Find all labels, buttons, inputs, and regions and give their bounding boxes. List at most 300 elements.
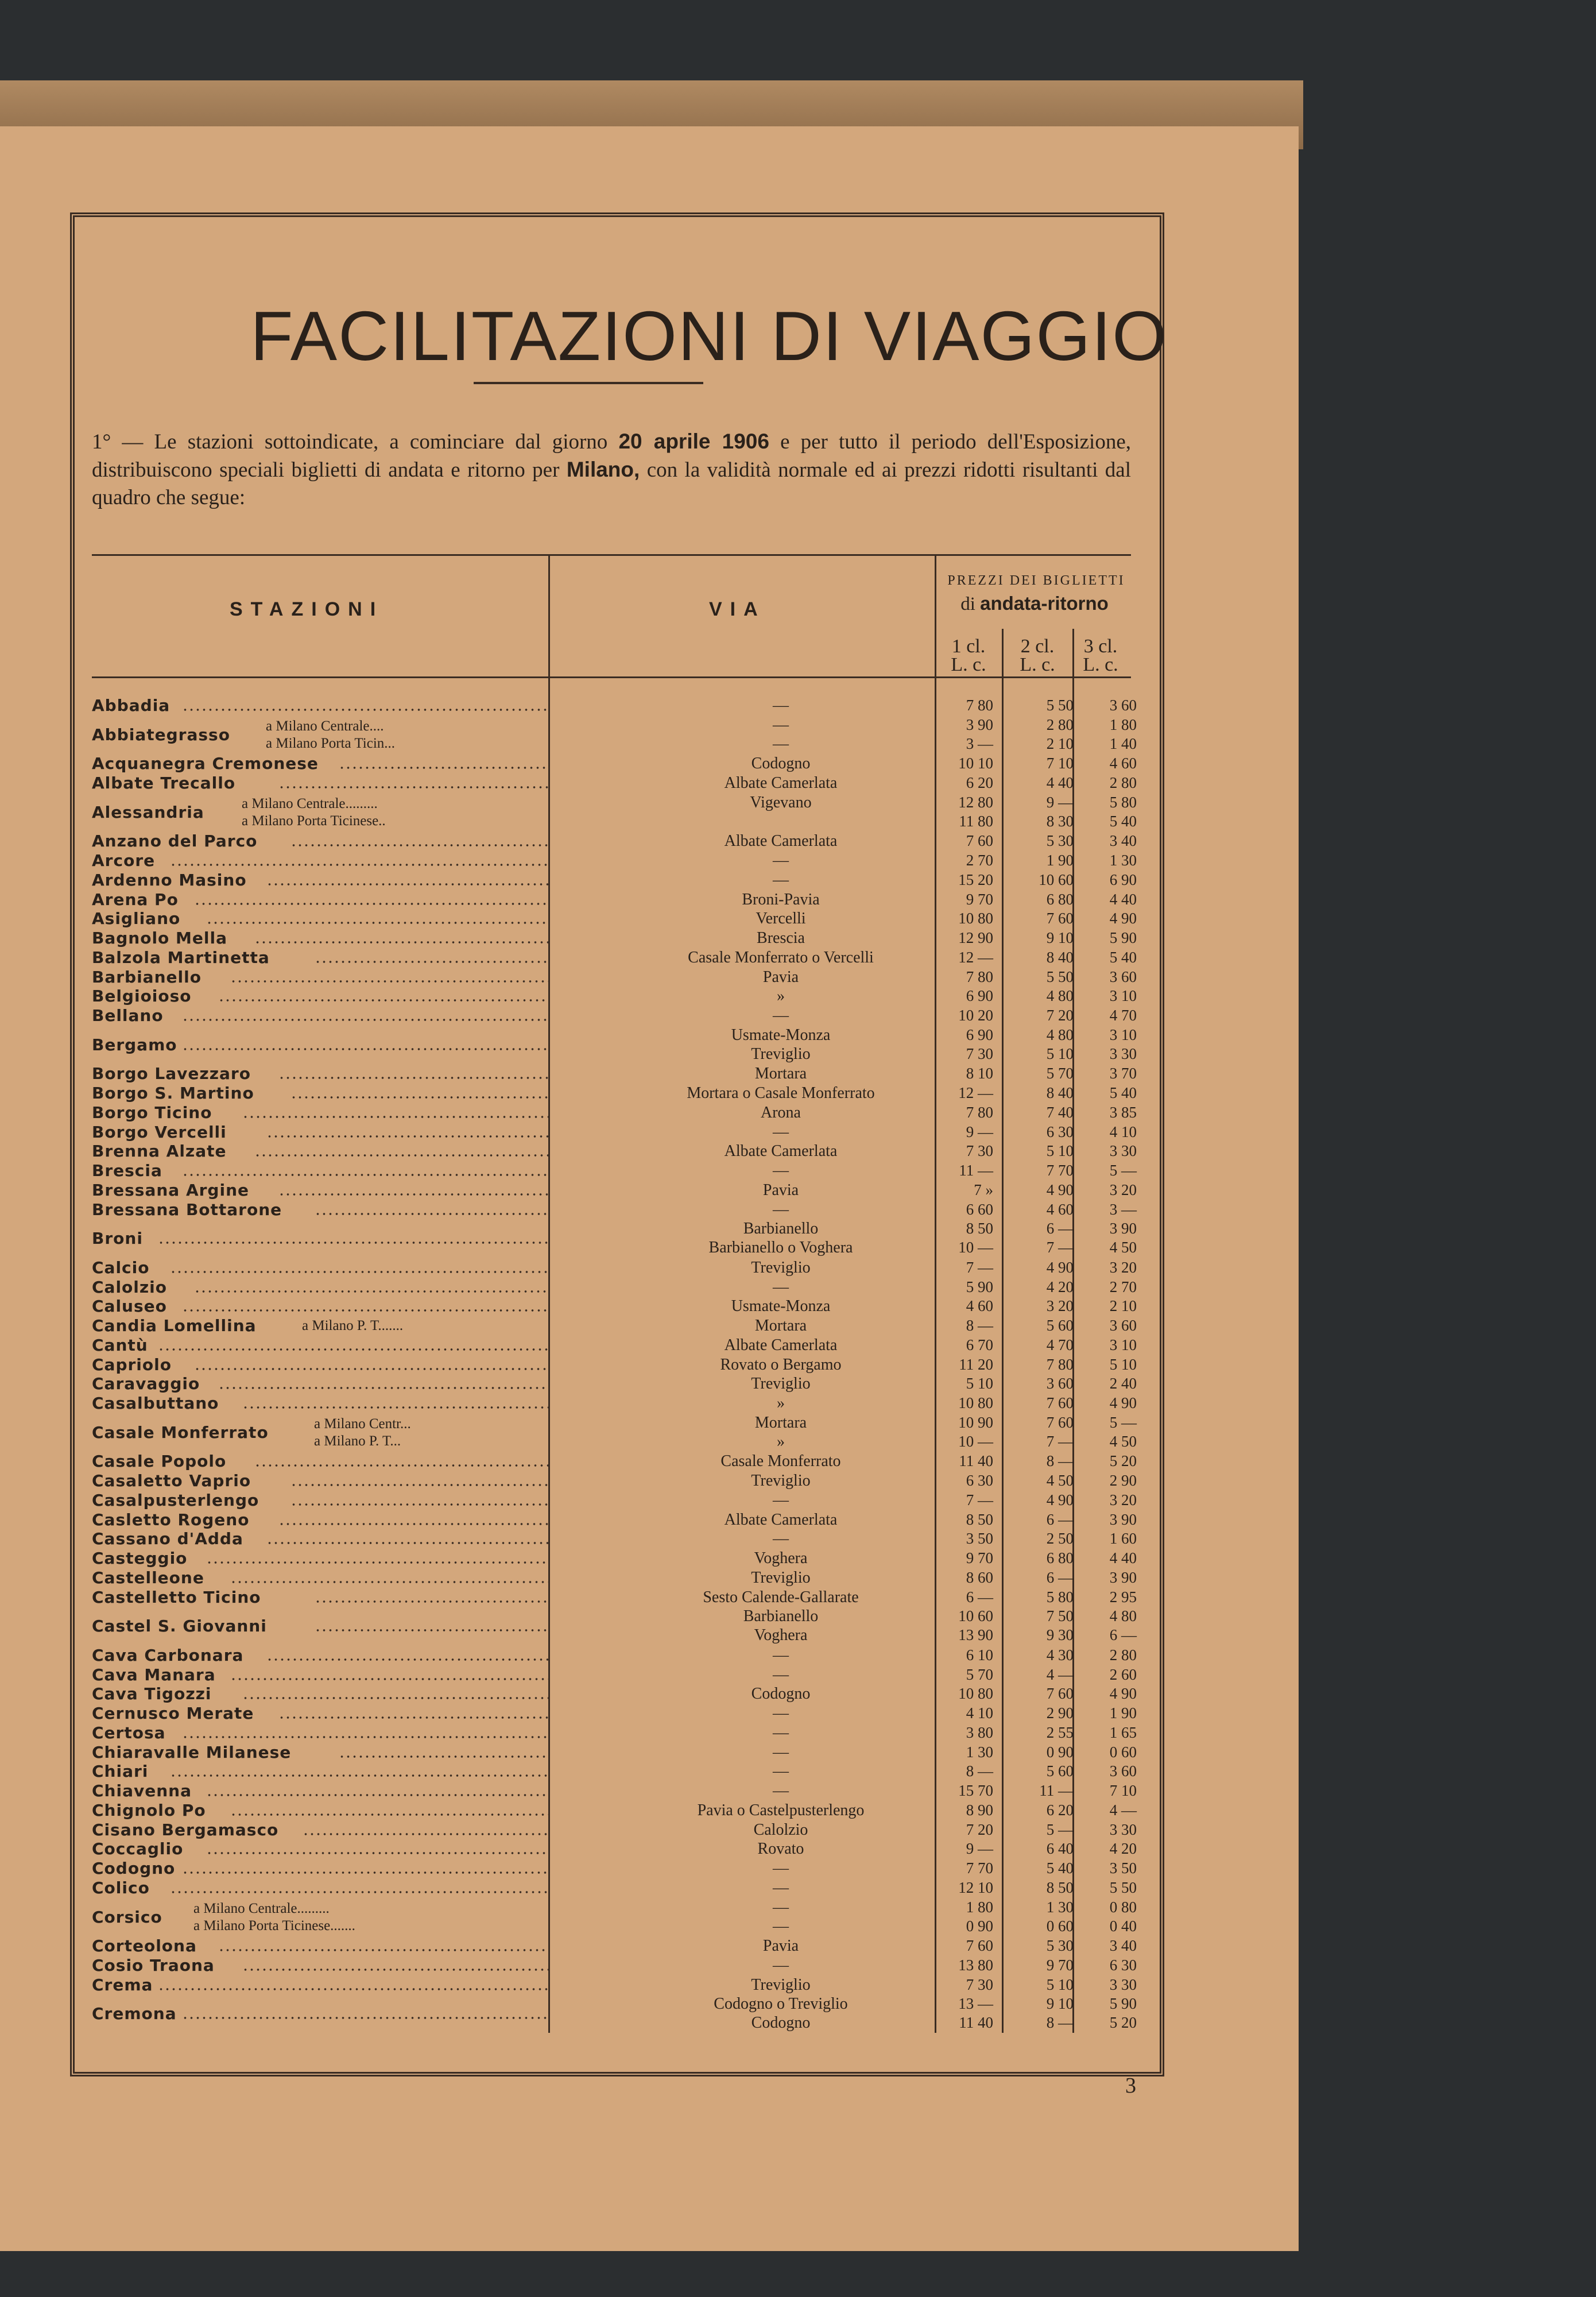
station-name: Calcio <box>92 1258 150 1277</box>
price-class-3: 4 20 <box>1109 1840 1137 1858</box>
price-class-3: 3 60 <box>1109 968 1137 985</box>
destination-line: a Milano Centrale......... <box>242 795 378 811</box>
table-row <box>92 1297 1137 1316</box>
via-route: — <box>773 852 789 869</box>
price-class-1: 7 80 <box>966 697 993 714</box>
station-cell <box>92 1646 551 1665</box>
price-class-2: 5 10 <box>1046 1142 1074 1160</box>
price-class-1: 8 50 <box>966 1220 993 1238</box>
station-name: Albate Trecallo <box>92 774 236 792</box>
price-class-2: 7 40 <box>1046 1103 1074 1121</box>
price-class-2: 2 10 <box>1046 734 1074 752</box>
table-row <box>92 1103 1137 1123</box>
station-cell <box>92 851 551 871</box>
price-class-2: 5 40 <box>1046 1859 1074 1877</box>
leader-dots <box>315 1200 549 1217</box>
via-route: Rovato o Bergamo <box>720 1355 842 1374</box>
price-class-1: 7 80 <box>966 1103 993 1121</box>
station-name: Cava Carbonara <box>92 1645 244 1665</box>
price-class-3: 4 80 <box>1109 1607 1137 1625</box>
station-cell <box>92 1878 551 1898</box>
price-class-3: 2 90 <box>1109 1472 1137 1489</box>
via-route: Casale Monferrato o Vercelli <box>688 948 874 966</box>
price-class-3: 3 30 <box>1109 1142 1137 1160</box>
station-name: Anzano del Parco <box>92 832 258 851</box>
table-row <box>92 1975 1137 1995</box>
via-route: » <box>777 1432 785 1451</box>
station-cell <box>92 987 551 1006</box>
price-class-2: 7 60 <box>1046 1394 1074 1412</box>
price-class-1: 4 10 <box>966 1704 993 1722</box>
price-class-2: 8 40 <box>1046 948 1074 966</box>
via-route: Mortara o Casale Monferrato <box>687 1084 875 1102</box>
station-cell <box>92 1297 551 1316</box>
table-row <box>92 1587 1137 1607</box>
leader-dots <box>315 1617 549 1634</box>
station-name: Casalpusterlengo <box>92 1490 259 1510</box>
station-name: Bressana Bottarone <box>92 1200 282 1219</box>
price-class-3: 1 90 <box>1109 1704 1137 1722</box>
table-row <box>92 1161 1137 1181</box>
price-class-3: 2 80 <box>1109 1646 1137 1664</box>
price-class-2: 10 60 <box>1039 871 1074 888</box>
price-class-3: 4 90 <box>1109 910 1137 927</box>
price-class-3: 2 80 <box>1109 774 1137 791</box>
station-cell <box>92 1471 551 1491</box>
station-name: Caluseo <box>92 1297 167 1316</box>
station-cell <box>92 754 551 774</box>
price-class-3: 3 70 <box>1109 1065 1137 1082</box>
price-class-3: 3 40 <box>1109 832 1137 850</box>
table-row <box>92 890 1137 910</box>
via-route: Vigevano <box>750 793 812 811</box>
price-class-3: 5 90 <box>1109 929 1137 946</box>
station-cell <box>92 716 551 755</box>
station-name: Casale Popolo <box>92 1452 227 1471</box>
price-class-1: 10 10 <box>958 755 993 772</box>
price-class-2: 5 70 <box>1046 1065 1074 1082</box>
price-class-1: 1 30 <box>966 1743 993 1761</box>
via-route: Voghera <box>754 1626 808 1645</box>
station-cell <box>92 871 551 890</box>
price-class-2: 6 80 <box>1046 1549 1074 1567</box>
via-route: Arona <box>761 1103 801 1122</box>
title-text: FACILITAZIONI DI VIAGGIO <box>250 297 1168 375</box>
table-row <box>92 1471 1137 1491</box>
via-route: Albate Camerlata <box>724 1510 838 1529</box>
station-cell <box>92 1200 551 1220</box>
price-class-3: 1 30 <box>1109 852 1137 869</box>
via-route: Mortara <box>754 1413 807 1432</box>
station-name: Borgo Vercelli <box>92 1122 227 1142</box>
via-route: — <box>773 697 789 714</box>
station-name: Caravaggio <box>92 1374 200 1394</box>
leader-dots <box>278 1064 549 1081</box>
price-class-1: 3 90 <box>966 716 993 733</box>
table-row <box>92 870 1137 890</box>
station-name: Corteolona <box>92 1936 197 1955</box>
price-class-2: 5 30 <box>1046 832 1074 850</box>
price-class-3: 5 10 <box>1109 1355 1137 1373</box>
price-class-3: 3 90 <box>1109 1510 1137 1528</box>
via-route: — <box>773 1007 789 1024</box>
leader-dots <box>266 1529 549 1546</box>
station-cell <box>92 1607 551 1646</box>
table-row <box>92 696 1137 716</box>
via-route: » <box>777 987 785 1006</box>
price-class-2: 6 80 <box>1046 890 1074 908</box>
leader-dots <box>266 1123 549 1140</box>
class-3-unit: L. c. <box>1083 654 1118 675</box>
via-route: — <box>773 1123 789 1141</box>
intro-text-3: con la validità normale ed ai prezzi ridotti risultanti dal quadro che segue: <box>92 458 1131 509</box>
leader-dots <box>339 754 549 771</box>
station-cell <box>92 890 551 910</box>
leader-dots <box>315 1588 549 1605</box>
leader-dots <box>170 1258 549 1275</box>
header-class-3 <box>1069 637 1132 674</box>
price-class-2: 1 30 <box>1046 1898 1074 1916</box>
class-3-label: 3 cl. <box>1083 636 1118 657</box>
station-cell <box>92 696 551 716</box>
table-row <box>92 1936 1137 1956</box>
via-route: Barbianello <box>743 1607 819 1626</box>
station-name: Barbianello <box>92 967 202 987</box>
price-class-2: 4 20 <box>1046 1278 1074 1296</box>
price-class-3: 4 40 <box>1109 890 1137 908</box>
price-class-1: 7 20 <box>966 1820 993 1838</box>
station-name: Cava Tigozzi <box>92 1684 212 1704</box>
price-class-2: 6 — <box>1046 1568 1074 1586</box>
price-class-1: 9 — <box>966 1840 993 1858</box>
price-class-2: 5 — <box>1046 1820 1074 1838</box>
price-class-3: 3 30 <box>1109 1820 1137 1838</box>
price-class-2: 7 50 <box>1046 1607 1074 1625</box>
price-class-2: 0 60 <box>1046 1917 1074 1935</box>
price-class-1: 8 — <box>966 1317 993 1334</box>
destination-line: a Milano Centrale......... <box>193 1900 330 1916</box>
leader-dots <box>182 1723 549 1741</box>
price-class-1: 13 — <box>958 1995 993 2013</box>
station-cell <box>92 1859 551 1878</box>
via-route: Pavia <box>762 1181 799 1199</box>
table-row <box>92 1219 1137 1258</box>
price-class-1: 6 20 <box>966 774 993 791</box>
title-rule <box>474 382 703 384</box>
price-class-2: 2 90 <box>1046 1704 1074 1722</box>
price-class-2: 4 — <box>1046 1665 1074 1683</box>
price-class-2: 2 55 <box>1046 1723 1074 1741</box>
price-class-1: 3 50 <box>966 1530 993 1548</box>
price-class-2: 7 60 <box>1046 910 1074 927</box>
via-route: — <box>773 1917 789 1935</box>
header-andata-ritorno-label: andata-ritorno <box>980 593 1109 614</box>
station-name: Casaletto Vaprio <box>92 1471 251 1490</box>
price-class-3: 2 60 <box>1109 1665 1137 1683</box>
leader-dots <box>170 1762 549 1779</box>
price-class-2: 5 60 <box>1046 1317 1074 1334</box>
via-route: — <box>773 1530 789 1548</box>
price-class-2: 5 80 <box>1046 1588 1074 1606</box>
station-cell <box>92 968 551 987</box>
station-cell <box>92 1801 551 1820</box>
price-class-2: 7 — <box>1046 1432 1074 1450</box>
price-class-1: 7 30 <box>966 1142 993 1160</box>
stations-table <box>92 696 1137 2033</box>
price-class-2: 6 40 <box>1046 1840 1074 1858</box>
leader-dots <box>182 1006 549 1023</box>
page-title <box>0 296 1596 376</box>
via-route: — <box>773 1743 789 1761</box>
table-row <box>92 716 1137 755</box>
station-name: Casale Monferrato <box>92 1422 269 1442</box>
price-class-1: 11 40 <box>959 2014 993 2032</box>
via-route: Treviglio <box>751 1975 811 1994</box>
table-row <box>92 1006 1137 1026</box>
price-class-2: 5 50 <box>1046 968 1074 985</box>
table-row <box>92 1800 1137 1820</box>
leader-dots <box>266 1646 549 1663</box>
station-cell <box>92 1161 551 1181</box>
leader-dots <box>194 1278 549 1295</box>
price-class-1: 6 70 <box>966 1336 993 1354</box>
price-class-1: 8 90 <box>966 1801 993 1819</box>
leader-dots <box>206 1839 549 1857</box>
station-name: Cantù <box>92 1335 148 1355</box>
via-route: Mortara <box>754 1317 807 1335</box>
price-class-2: 8 40 <box>1046 1084 1074 1101</box>
station-name: Belgioioso <box>92 987 192 1006</box>
station-cell <box>92 1665 551 1685</box>
price-class-3: 4 60 <box>1109 755 1137 772</box>
leader-dots <box>170 851 549 868</box>
via-route: — <box>773 1762 789 1781</box>
via-route: — <box>773 716 789 734</box>
price-class-1: 7 80 <box>966 968 993 985</box>
station-name: Certosa <box>92 1723 166 1742</box>
price-class-3: 1 65 <box>1109 1723 1137 1741</box>
table-row <box>92 1142 1137 1161</box>
price-class-3: 1 80 <box>1109 716 1137 733</box>
via-route: — <box>773 871 789 889</box>
price-class-2: 4 80 <box>1046 987 1074 1005</box>
station-cell <box>92 1084 551 1103</box>
price-class-1: 6 60 <box>966 1200 993 1218</box>
price-class-3: 0 80 <box>1109 1898 1137 1916</box>
station-name: Bergamo <box>92 1035 177 1054</box>
price-class-2: 6 30 <box>1046 1123 1074 1140</box>
via-route: — <box>773 1646 789 1664</box>
price-class-3: 4 70 <box>1109 1007 1137 1024</box>
via-route: Treviglio <box>751 1568 811 1587</box>
price-class-3: 3 60 <box>1109 697 1137 714</box>
price-class-2: 6 — <box>1046 1510 1074 1528</box>
station-cell <box>92 1820 551 1840</box>
price-class-1: 6 10 <box>966 1646 993 1664</box>
price-class-1: 10 20 <box>958 1007 993 1024</box>
via-route: — <box>773 1665 789 1684</box>
table-row <box>92 1859 1137 1878</box>
station-name: Chignolo Po <box>92 1800 206 1820</box>
station-cell <box>92 1452 551 1471</box>
price-class-3: 3 30 <box>1109 1975 1137 1993</box>
station-cell <box>92 1336 551 1355</box>
price-class-1: 10 80 <box>958 910 993 927</box>
price-class-2: 7 20 <box>1046 1007 1074 1024</box>
via-route: — <box>773 1723 789 1742</box>
leader-dots <box>278 1510 549 1528</box>
leader-dots <box>182 1035 549 1053</box>
leader-dots <box>158 1336 549 1353</box>
station-cell <box>92 1491 551 1510</box>
station-cell <box>92 948 551 968</box>
via-route: » <box>777 1394 785 1412</box>
leader-dots <box>206 909 549 926</box>
class-1-label: 1 cl. <box>951 636 986 657</box>
via-route: Pavia o Castelpusterlengo <box>697 1801 865 1819</box>
station-name: Calolzio <box>92 1277 168 1297</box>
station-cell <box>92 1568 551 1588</box>
via-route: Codogno <box>751 2014 811 2032</box>
station-cell <box>92 1219 551 1258</box>
header-stazioni: STAZIONI <box>230 598 384 620</box>
price-class-2: 7 80 <box>1046 1355 1074 1373</box>
table-row <box>92 1394 1137 1413</box>
via-route: — <box>773 1859 789 1877</box>
price-class-1: 10 60 <box>958 1607 993 1625</box>
price-class-2: 5 60 <box>1046 1762 1074 1780</box>
table-row <box>92 1839 1137 1859</box>
price-class-1: 8 60 <box>966 1568 993 1586</box>
station-name: Chiari <box>92 1762 149 1781</box>
leader-dots <box>230 968 549 985</box>
price-class-3: 7 10 <box>1109 1782 1137 1799</box>
station-name: Capriolo <box>92 1355 172 1374</box>
price-class-2: 6 — <box>1046 1220 1074 1238</box>
via-route: — <box>773 1162 789 1180</box>
table-row <box>92 1645 1137 1665</box>
price-class-2: 7 70 <box>1046 1162 1074 1179</box>
table-row <box>92 1355 1137 1375</box>
station-cell <box>92 1123 551 1142</box>
station-name: Brenna Alzate <box>92 1142 227 1161</box>
leader-dots <box>290 1084 549 1101</box>
price-class-1: 8 — <box>966 1762 993 1780</box>
station-name: Casletto Rogeno <box>92 1510 250 1529</box>
price-class-1: 11 80 <box>959 812 993 830</box>
station-cell <box>92 1142 551 1161</box>
leader-dots <box>218 1374 549 1391</box>
leader-dots <box>290 1471 549 1488</box>
via-route: Usmate-Monza <box>731 1026 831 1044</box>
price-class-3: 5 90 <box>1109 1995 1137 2013</box>
table-row <box>92 1762 1137 1781</box>
price-class-1: 10 80 <box>958 1685 993 1703</box>
price-class-1: 9 70 <box>966 890 993 908</box>
table-row <box>92 1026 1137 1065</box>
station-cell <box>92 1684 551 1704</box>
leader-dots <box>278 1181 549 1198</box>
station-name: Chiaravalle Milanese <box>92 1742 292 1762</box>
table-row <box>92 1607 1137 1646</box>
via-route: — <box>773 1200 789 1219</box>
price-class-3: 3 90 <box>1109 1220 1137 1238</box>
price-class-2: 1 90 <box>1046 852 1074 869</box>
leader-dots <box>254 1142 549 1159</box>
via-route: Broni-Pavia <box>742 890 820 908</box>
table-row <box>92 1180 1137 1200</box>
via-route: Treviglio <box>751 1375 811 1393</box>
table-row <box>92 1665 1137 1685</box>
station-name: Casteggio <box>92 1549 188 1568</box>
price-class-3: 5 80 <box>1109 793 1137 811</box>
via-route: Albate Camerlata <box>724 1142 838 1161</box>
price-class-3: 3 20 <box>1109 1258 1137 1276</box>
table-row <box>92 1568 1137 1588</box>
table-row <box>92 1200 1137 1220</box>
via-route: Albate Camerlata <box>724 774 838 792</box>
price-class-2: 4 90 <box>1046 1491 1074 1509</box>
price-class-1: 11 — <box>959 1162 993 1179</box>
price-class-3: 3 20 <box>1109 1181 1137 1198</box>
price-class-1: 7 30 <box>966 1045 993 1062</box>
intro-date: 20 aprile 1906 <box>618 430 769 453</box>
price-class-3: 3 20 <box>1109 1491 1137 1509</box>
table-row <box>92 1704 1137 1723</box>
price-class-2: 4 90 <box>1046 1258 1074 1276</box>
price-class-3: 3 10 <box>1109 1336 1137 1354</box>
via-route: — <box>773 1878 789 1897</box>
table-row <box>92 929 1137 948</box>
station-name: Colico <box>92 1878 150 1897</box>
price-class-1: 5 70 <box>966 1665 993 1683</box>
destination-line: a Milano P. T... <box>314 1433 401 1449</box>
via-route: — <box>773 1956 789 1974</box>
table-row <box>92 967 1137 987</box>
price-class-2: 7 60 <box>1046 1413 1074 1431</box>
via-route: Albate Camerlata <box>724 832 838 850</box>
via-route: Codogno <box>751 755 811 773</box>
station-name: Broni <box>92 1229 143 1248</box>
station-name: Arena Po <box>92 890 179 909</box>
table-row <box>92 851 1137 871</box>
header-via: VIA <box>709 598 766 620</box>
station-cell <box>92 929 551 948</box>
leader-dots <box>290 1491 549 1508</box>
table-row <box>92 1742 1137 1762</box>
table-row <box>92 1994 1137 2033</box>
table-row <box>92 1549 1137 1568</box>
station-name: Castelletto Ticino <box>92 1587 261 1607</box>
station-cell <box>92 1181 551 1200</box>
price-class-3: 3 10 <box>1109 987 1137 1005</box>
leader-dots <box>303 1820 549 1838</box>
price-class-1: 15 70 <box>958 1782 993 1799</box>
price-class-3: 2 70 <box>1109 1278 1137 1296</box>
station-cell <box>92 832 551 851</box>
table-row <box>92 1374 1137 1394</box>
station-name: Corsico <box>92 1907 162 1927</box>
price-class-1: 12 90 <box>958 929 993 946</box>
via-route: Brescia <box>757 929 805 947</box>
destination-line: a Milano Porta Ticinese.. <box>242 813 386 829</box>
via-route: Codogno <box>751 1685 811 1703</box>
price-class-2: 4 50 <box>1046 1472 1074 1489</box>
price-class-3: 3 60 <box>1109 1762 1137 1780</box>
station-name: Bagnolo Mella <box>92 929 227 948</box>
leader-dots <box>242 1684 549 1702</box>
via-route: Pavia <box>762 1937 799 1955</box>
